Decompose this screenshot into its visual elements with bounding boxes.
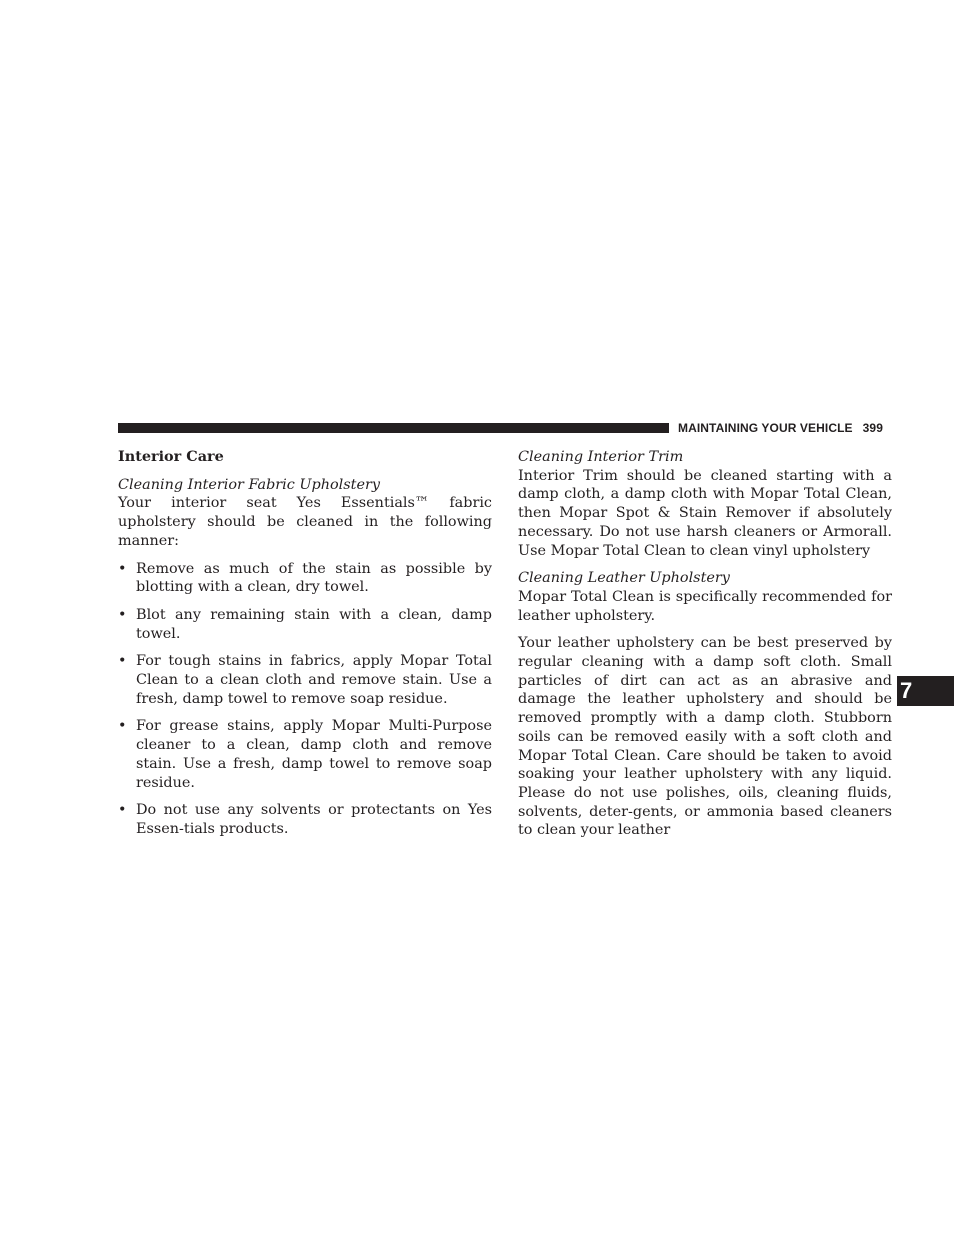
list-item-text: Blot any remaining stain with a clean, damp towel. — [136, 606, 492, 642]
trim-subheading: Cleaning Interior Trim — [518, 449, 684, 465]
bullet-icon: • — [118, 802, 127, 819]
leather-paragraph-2: Your leather upholstery can be best preserved by regular cleaning with a damp soft cloth. Small particles of dirt can act as an abrasive and damage the leather upholstery and should be removed promptly with a damp cloth. Stubborn soils can be removed easily with a soft cloth and Mopar Total Clean. Care should be taken to avoid soaking your leather upholstery with any liquid. Please do not use polishes, oils, cleaning fluids, solvents, deter-gents, or ammonia based cleaners to clean your leather — [518, 635, 892, 839]
leather-paragraph-1: Mopar Total Clean is specifically recommended for leather upholstery. — [518, 588, 892, 624]
bullet-icon: • — [118, 606, 127, 623]
fabric-intro-paragraph: Your interior seat Yes Essentials™ fabric upholstery should be cleaned in the following manner: — [118, 495, 492, 549]
list-item — [118, 652, 492, 708]
section-title: MAINTAINING YOUR VEHICLE — [678, 421, 853, 435]
list-item — [118, 717, 492, 792]
chapter-number: 7 — [900, 678, 913, 703]
section-heading: Interior Care — [118, 448, 224, 465]
list-item — [118, 560, 492, 597]
bullet-icon: • — [118, 718, 127, 735]
list-item — [118, 606, 492, 643]
list-item-text: For grease stains, apply Mopar Multi-Purpose cleaner to a clean, damp cloth and remove stain. Use a fresh, damp towel to remove soap residue. — [136, 718, 492, 791]
running-header — [678, 420, 892, 436]
list-item-text: Remove as much of the stain as possible by blotting with a clean, dry towel. — [136, 560, 492, 596]
leather-subheading: Cleaning Leather Upholstery — [518, 570, 730, 587]
bullet-icon: • — [118, 653, 127, 670]
page-number: 399 — [862, 421, 883, 435]
chapter-tab — [897, 676, 954, 706]
trim-paragraph: Interior Trim should be cleaned starting with a damp cloth, a damp cloth with Mopar Total Clean, then Mopar Spot & Stain Remover if absolutely necessary. Do not use harsh cleaners or Armorall. Use Mopar Total Clean to clean vinyl upholstery — [518, 467, 892, 559]
fabric-cleaning-list — [118, 560, 492, 839]
list-item-text: For tough stains in fabrics, apply Mopar Total Clean to a clean cloth and remove stain. Use a fresh, damp towel to remove soap residue. — [136, 653, 492, 707]
right-column — [518, 448, 892, 840]
bullet-icon: • — [118, 560, 127, 577]
list-item — [118, 801, 492, 838]
list-item-text: Do not use any solvents or protectants on Yes Essen-tials products. — [136, 802, 492, 837]
fabric-subheading: Cleaning Interior Fabric Upholstery — [118, 476, 380, 493]
left-column — [118, 448, 492, 848]
header-rule — [118, 423, 669, 433]
